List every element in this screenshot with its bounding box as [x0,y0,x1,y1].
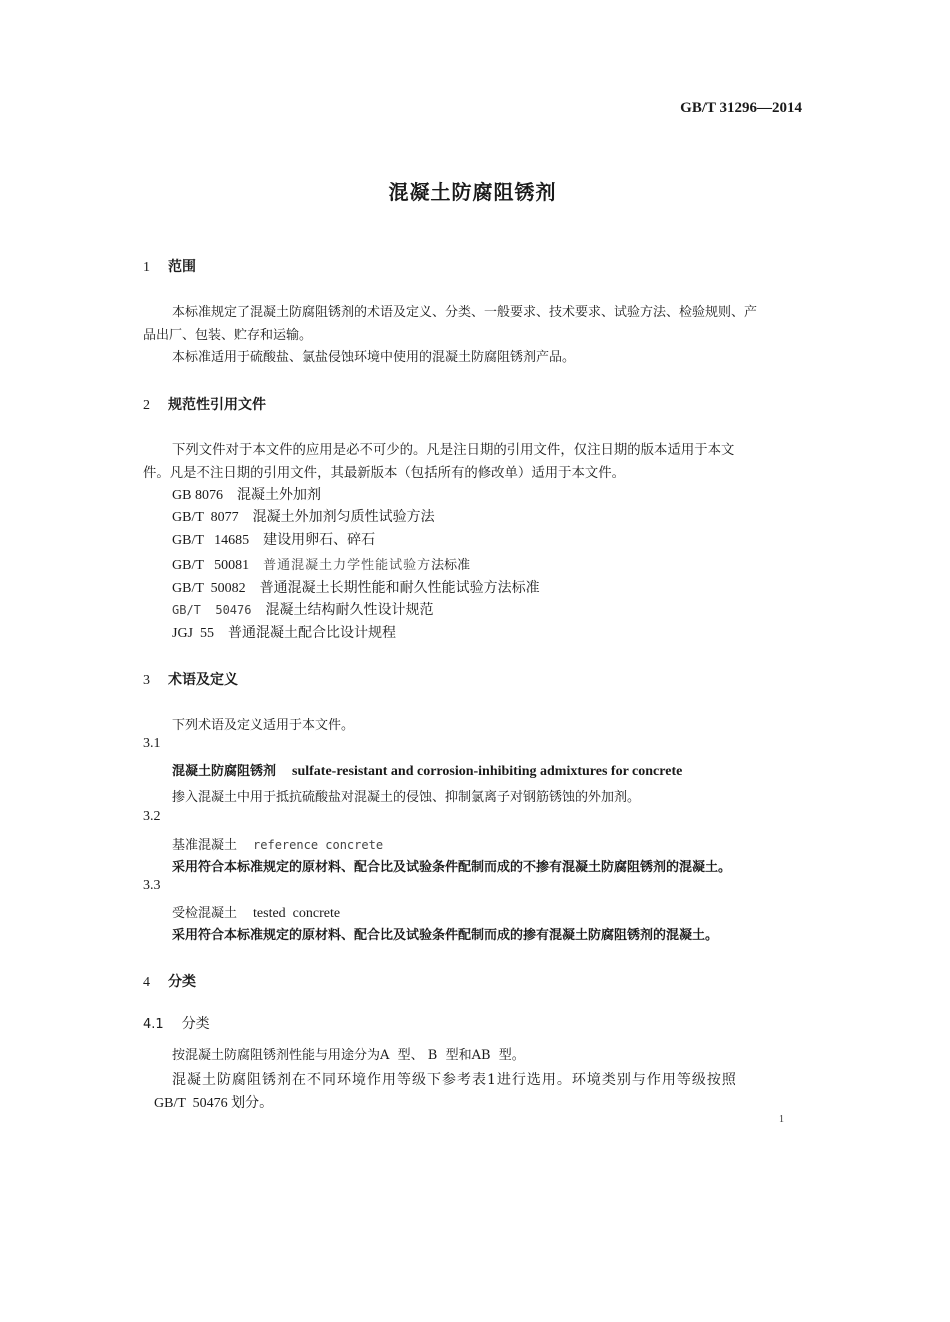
subsection-4-1-heading [143,1013,210,1033]
section-4-heading [143,971,196,991]
reference-code: GB/T 14685 [172,533,250,548]
reference-item [172,554,470,574]
section-1-heading [143,256,196,276]
term-english: reference concrete [253,838,384,852]
section-title: 术语及定义 [168,672,238,688]
reference-title: 普通混凝土力学性能试验方 [263,558,432,573]
reference-title: 混凝土外加剂匀质性试验方法 [252,510,435,525]
scope-paragraph-line-2: 品出厂、包装、贮存和运输。 [143,328,313,343]
section-3-heading [143,669,238,689]
term-chinese: 混凝土防腐阻锈剂 [172,764,277,779]
reference-title: 建设用卵石、碎石 [263,533,376,548]
section-number: 1 [143,260,150,275]
reference-title-suffix: 法标准 [431,558,471,573]
term-definition: 掺入混凝土中用于抵抗硫酸盐对混凝土的侵蚀、抑制氯离子对钢筋锈蚀的外加剂。 [172,790,641,805]
section-number: 2 [143,398,150,413]
section-number: 4 [143,975,150,990]
reference-title: 普通混凝土长期性能和耐久性能试验方法标准 [259,581,540,596]
term-definition: 采用符合本标准规定的原材料、配合比及试验条件配制而成的不掺有混凝土防腐阻锈剂的混凝土。 [172,860,732,875]
document-title: 混凝土防腐阻锈剂 [388,180,557,204]
classification-paragraph-2-line-1: 混凝土防腐阻锈剂在不同环境作用等级下参考表1进行选用。环境类别与作用等级按照 [172,1072,737,1088]
term-number: 3.1 [143,736,161,751]
term-number: 3.3 [143,878,161,893]
subsection-title: 分类 [181,1016,210,1032]
terms-intro: 下列术语及定义适用于本文件。 [172,718,355,733]
term-number: 3.2 [143,809,161,824]
subsection-number: 4.1 [143,1017,164,1032]
term-definition: 采用符合本标准规定的原材料、配合比及试验条件配制而成的掺有混凝土防腐阻锈剂的混凝土。 [172,928,719,943]
reference-item [172,484,321,504]
reference-item [172,529,375,549]
reference-code: GB 8076 [172,488,223,503]
references-intro-line-2: 件。凡是不注日期的引用文件，其最新版本（包括所有的修改单）适用于本文件。 [143,466,626,481]
reference-code: GB/T 50082 [172,581,246,596]
reference-title: 混凝土外加剂 [236,488,321,503]
reference-title: 混凝土结构耐久性设计规范 [265,603,434,618]
classification-paragraph-1: 按混凝土防腐阻锈剂性能与用途分为A 型、 B 型和AB 型。 [172,1048,525,1063]
term-chinese: 受检混凝土 [172,906,238,921]
reference-code: GB/T 50081 [172,558,250,573]
classification-paragraph-2-line-2: GB/T 50476 划分。 [154,1096,274,1111]
reference-code: JGJ 55 [172,626,215,641]
term-english: sulfate-resistant and corrosion-inhibiting admixtures for concrete [292,764,683,779]
scope-paragraph-2: 本标准适用于硫酸盐、氯盐侵蚀环境中使用的混凝土防腐阻锈剂产品。 [172,350,576,365]
scope-paragraph-line-1: 本标准规定了混凝土防腐阻锈剂的术语及定义、分类、一般要求、技术要求、试验方法、检验规则、产 [172,305,758,320]
reference-item [172,577,540,597]
term-english: tested concrete [253,906,341,921]
references-intro-line-1: 下列文件对于本文件的应用是必不可少的。凡是注日期的引用文件，仅注日期的版本适用于本文 [172,443,735,458]
standard-code: GB/T 31296—2014 [680,100,802,116]
section-title: 范围 [168,259,196,275]
section-number: 3 [143,673,150,688]
reference-item [172,599,433,619]
section-2-heading [143,394,266,414]
section-title: 分类 [168,974,196,990]
reference-code: GB/T 8077 [172,510,239,525]
reference-code: GB/T 50476 [172,603,252,617]
reference-item [172,622,396,642]
reference-title: 普通混凝土配合比设计规程 [228,626,397,641]
term-heading [172,902,340,922]
reference-item [172,506,435,526]
section-title: 规范性引用文件 [168,397,266,413]
term-chinese: 基准混凝土 [172,838,238,853]
term-heading [172,760,682,780]
page-number: 1 [779,1114,784,1125]
term-heading [172,834,383,853]
